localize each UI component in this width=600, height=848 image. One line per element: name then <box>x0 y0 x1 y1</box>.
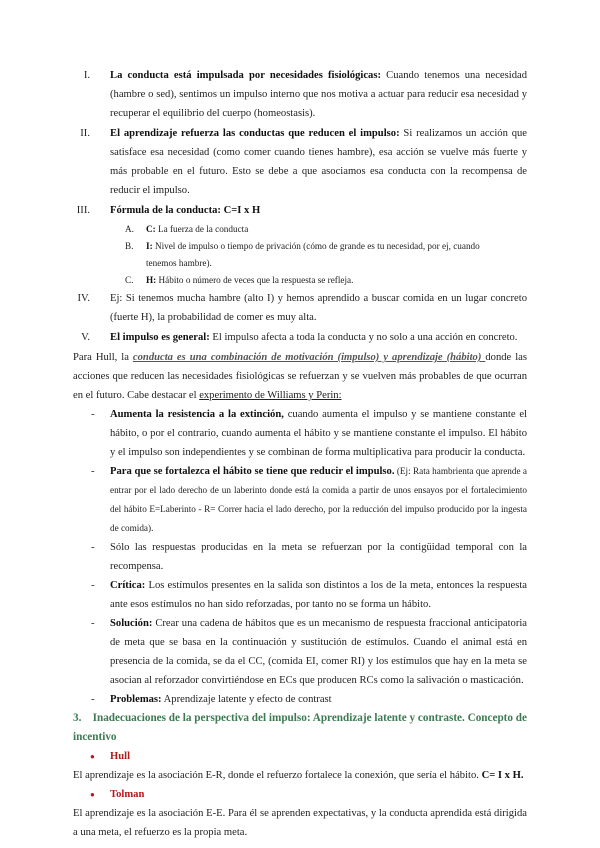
heading-label: Tolman <box>110 789 145 800</box>
item-text: Aprendizaje latente y efecto de contrast <box>161 694 332 705</box>
section-title: Inadecuaciones de la perspectiva del impulso: Aprendizaje latente y contraste. Concepto de incentivo <box>73 712 527 743</box>
formula-item-h <box>0 272 600 289</box>
alpha-letter: C. <box>125 275 134 285</box>
item-heading: Para que se fortalezca el hábito se tiene que reducir el impulso. <box>110 466 395 477</box>
item-text: El impulso afecta a toda la conducta y no solo a una acción en concreto. <box>209 332 518 343</box>
dash-marker: - <box>91 618 95 629</box>
bullet-icon: ● <box>90 752 95 761</box>
para-text: El aprendizaje es la asociación E-E. Para él se aprenden expectativas, y la conducta aprendida está dirigida a una meta, el refuerzo es la propia meta. <box>73 808 527 838</box>
roman-number: V. <box>81 332 90 343</box>
bullet-icon: ● <box>90 790 95 799</box>
item-heading: Problemas: <box>110 694 162 705</box>
tolman-heading <box>0 785 600 804</box>
formula-text: C= I x H. <box>481 770 524 781</box>
formula-term: H: <box>146 275 157 285</box>
item-text: Ej: Si tenemos mucha hambre (alto I) y hemos aprendido a buscar comida en un lugar concreto (fuerte H), la probabilidad de comer es muy alta. <box>110 293 527 323</box>
heading-label: Hull <box>110 751 131 762</box>
dash-item-4 <box>0 576 600 614</box>
item-heading: La conducta está impulsada por necesidades fisiológicas: <box>110 70 381 81</box>
roman-number: IV. <box>77 293 90 304</box>
dash-marker: - <box>91 694 95 705</box>
dash-item-6 <box>0 690 600 709</box>
hull-text <box>0 766 600 785</box>
dash-marker: - <box>91 542 95 553</box>
roman-item-5 <box>0 328 600 347</box>
section-heading <box>0 709 600 747</box>
formula-list <box>0 221 600 289</box>
para-text: Para Hull, la <box>73 352 133 363</box>
item-heading: Fórmula de la conducta: C=I x H <box>110 205 261 216</box>
hull-heading <box>0 747 600 766</box>
para-text: El aprendizaje es la asociación E-R, donde el refuerzo fortalece la conexión, que sería el hábito. <box>73 770 482 781</box>
item-text: Crear una cadena de hábitos que es un mecanismo de respuesta fraccional anticipatoria de meta que se basa en la continuación y sustitución de estímulos. Cuando el animal está en presencia de la comida, se da el CC, (comida EI, comer RI) y los estímulos que hay en la meta se asocian al reforzador convirtiéndose en ECs que producen RCs como la salivación o masticación. <box>110 618 527 686</box>
formula-desc: La fuerza de la conducta <box>155 224 249 234</box>
formula-desc: Hábito o número de veces que la respuesta se refleja. <box>156 275 354 285</box>
roman-number: III. <box>76 205 90 216</box>
dash-item-3 <box>0 538 600 576</box>
alpha-letter: A. <box>125 224 134 234</box>
dash-item-5 <box>0 614 600 690</box>
experiment-link[interactable]: experimento de Williams y Perin: <box>199 390 342 401</box>
dash-item-1 <box>0 405 600 462</box>
item-text: cuando aumenta el impulso y se mantiene constante el hábito, o por el contrario, cuando aumenta el hábito y se mantiene constante el impulso. El hábito y el impulso son independientes y se combinan de forma multiplicativa para producir la conducta. <box>110 409 527 458</box>
para-text: donde las acciones que reducen las necesidades fisiológicas se refuerzan y se vuelven más probables de que ocurran en el futuro. Cabe destacar el <box>73 352 527 401</box>
item-heading: Aumenta la resistencia a la extinción, <box>110 409 284 420</box>
dash-marker: - <box>91 409 95 420</box>
item-text: Sólo las respuestas producidas en la meta se refuerzan por la contigüidad temporal con la recompensa. <box>110 542 527 572</box>
item-text: Si realizamos un acción que satisface esa necesidad (como comer cuando tienes hambre), esa acción se vuelve más fuerte y más probable en el futuro. Esto se debe a que asociamos esa conducta con la recompensa de reducir el impulso. <box>110 128 527 196</box>
document-page <box>0 66 600 842</box>
item-heading: Crítica: <box>110 580 146 591</box>
tolman-text <box>0 804 600 842</box>
roman-number: I. <box>83 70 90 81</box>
item-text: Los estímulos presentes en la salida son distintos a los de la meta, entonces la respuesta ante esos estímulos no han sido reforzadas, por tanto no se forma un hábito. <box>110 580 527 610</box>
section-number: 3. <box>73 712 82 724</box>
formula-term: I: <box>146 241 153 251</box>
item-small-text: (Ej: Rata hambrienta que aprende a entrar por el lado derecho de un laberinto donde está la comida a partir de unos ensayos por el fortalecimiento del hábito E=Laberinto - R= Correr hacia el lado derecho, por la reducción del impulso producido por la ingesta de comida). <box>110 466 527 533</box>
formula-term: C: <box>146 224 156 234</box>
roman-item-4 <box>0 289 600 327</box>
item-heading: El aprendizaje refuerza las conductas que reducen el impulso: <box>110 128 400 139</box>
dash-marker: - <box>91 580 95 591</box>
roman-item-2 <box>0 124 600 200</box>
roman-number: II. <box>80 128 90 139</box>
formula-desc: Nivel de impulso o tiempo de privación (cómo de grande es tu necesidad, por ej, cuando tenemos hambre). <box>146 241 480 268</box>
roman-item-1 <box>0 66 600 123</box>
hull-paragraph <box>0 348 600 405</box>
item-text: Cuando tenemos una necesidad (hambre o sed), sentimos un impulso interno que nos motiva a actuar para reducir esa necesidad y recuperar el equilibrio del cuerpo (homeostasis). <box>110 70 527 119</box>
formula-item-c <box>0 221 600 238</box>
alpha-letter: B. <box>125 241 134 251</box>
formula-item-i <box>0 238 600 272</box>
roman-item-3 <box>0 201 600 220</box>
emphasis-link[interactable]: conducta es una combinación de motivación (impulso) y aprendizaje (hábito) <box>132 352 486 363</box>
dash-item-2 <box>0 462 600 538</box>
item-heading: El impulso es general: <box>110 332 210 343</box>
dash-marker: - <box>91 466 95 477</box>
item-heading: Solución: <box>110 618 153 629</box>
